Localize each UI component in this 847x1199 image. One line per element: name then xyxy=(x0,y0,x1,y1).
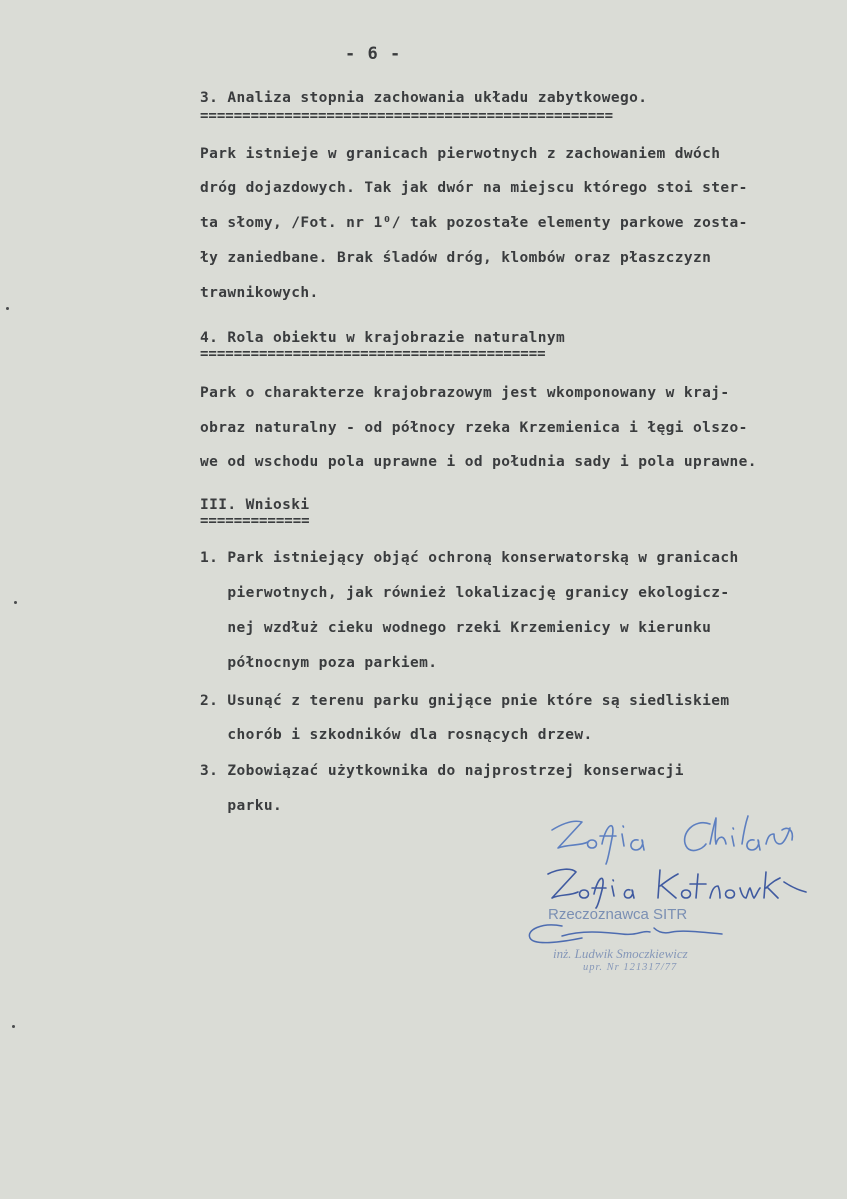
conclusion-1-line-3: nej wzdłuż cieku wodnego rzeki Krzemienicy w kierunku xyxy=(200,620,712,636)
conclusion-1-line-4: północnym poza parkiem. xyxy=(200,655,438,671)
section4-line-3: we od wschodu pola uprawne i od południa sady i pola uprawne. xyxy=(200,454,757,470)
page-number: - 6 - xyxy=(345,44,402,64)
margin-dot xyxy=(6,307,9,310)
conclusion-1-line-2: pierwotnych, jak również lokalizację granicy ekologicz- xyxy=(200,585,730,601)
section3-line-3: ta słomy, /Fot. nr 1⁰/ tak pozostałe elementy parkowe zosta- xyxy=(200,215,748,231)
conclusion-1-line-1: 1. Park istniejący objąć ochroną konserwatorską w granicach xyxy=(200,550,739,566)
section4-line-2: obraz naturalny - od północy rzeka Krzemienica i łęgi olszo- xyxy=(200,420,748,436)
conclusion-3-line-1: 3. Zobowiązać użytkownika do najprostrzej konserwacji xyxy=(200,763,684,779)
conclusion-3-line-2: parku. xyxy=(200,798,283,814)
conclusions-heading: III. Wnioski xyxy=(200,497,310,513)
stamp-title: Rzeczoznawca SITR xyxy=(548,906,688,923)
section3-heading: 3. Analiza stopnia zachowania układu zabytkowego. xyxy=(200,90,648,106)
section3-line-4: ły zaniedbane. Brak śladów dróg, klombów oraz płaszczyzn xyxy=(200,250,712,266)
margin-dot xyxy=(14,601,17,604)
stamp-number: upr. Nr 121317/77 xyxy=(583,962,678,973)
signature-1-image xyxy=(540,800,810,870)
section3-line-2: dróg dojazdowych. Tak jak dwór na miejscu którego stoi ster- xyxy=(200,180,748,196)
conclusions-underline: ============= xyxy=(200,513,310,529)
section3-line-1: Park istnieje w granicach pierwotnych z zachowaniem dwóch xyxy=(200,146,721,162)
section4-line-1: Park o charakterze krajobrazowym jest wkomponowany w kraj- xyxy=(200,385,730,401)
signature-2-image xyxy=(540,862,820,912)
section3-underline: ================================================= xyxy=(200,108,614,124)
stamp-name: inż. Ludwik Smoczkiewicz xyxy=(553,946,688,961)
section4-underline: ========================================= xyxy=(200,346,546,362)
section3-line-5: trawnikowych. xyxy=(200,285,319,301)
conclusion-2-line-2: chorób i szkodników dla rosnących drzew. xyxy=(200,727,593,743)
conclusion-2-line-1: 2. Usunąć z terenu parku gnijące pnie które są siedliskiem xyxy=(200,693,730,709)
margin-dot xyxy=(12,1025,15,1028)
section4-heading: 4. Rola obiektu w krajobrazie naturalnym xyxy=(200,330,566,346)
